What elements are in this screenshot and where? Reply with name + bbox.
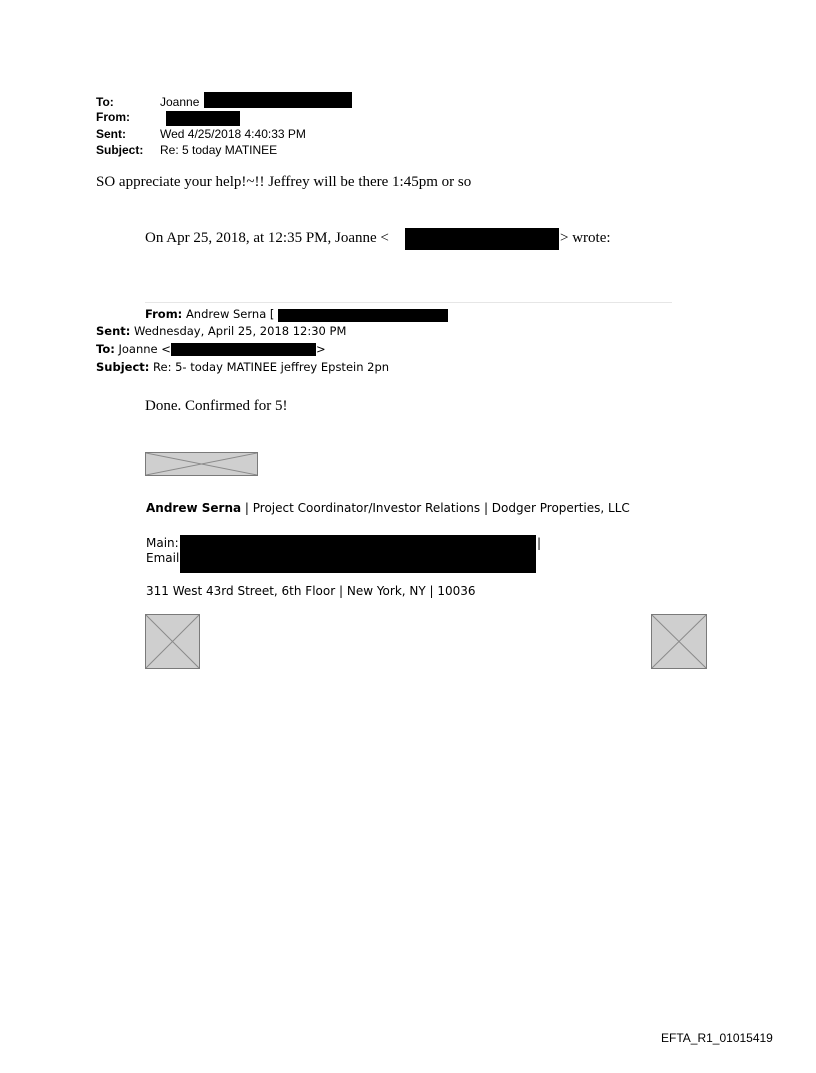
quoted-subject-value: Re: 5- today MATINEE jeffrey Epstein 2pn (153, 360, 390, 374)
redaction-quoted-to-email (171, 343, 316, 356)
signature-pipe: | (537, 536, 542, 550)
quoted-message: Done. Confirmed for 5! (145, 398, 288, 414)
signature-address: 311 West 43rd Street, 6th Floor | New York, NY | 10036 (146, 584, 476, 598)
signature-line (146, 501, 630, 515)
quoted-subject-line (96, 360, 389, 375)
quoted-from-line (145, 307, 274, 322)
quoted-from-label: From: (145, 307, 183, 321)
redaction-contact-info (180, 535, 536, 573)
quote-intro-prefix: On Apr 25, 2018, at 12:35 PM, Joanne < (145, 230, 389, 246)
quote-separator (145, 302, 672, 303)
header-sent-label: Sent: (96, 127, 126, 141)
quoted-sent-value: Wednesday, April 25, 2018 12:30 PM (134, 324, 347, 338)
broken-image-right (651, 614, 707, 669)
header-subject-value: Re: 5 today MATINEE (160, 143, 278, 157)
header-to-label: To: (96, 95, 114, 109)
signature-name: Andrew Serna (146, 501, 242, 515)
header-from-label: From: (96, 110, 130, 124)
quoted-from-value: Andrew Serna [ (185, 307, 275, 321)
quoted-sent-line (96, 324, 346, 339)
redaction-from-address (166, 111, 240, 126)
header-subject-label: Subject: (96, 143, 144, 157)
signature-email-label: Email (146, 551, 180, 565)
quoted-subject-label: Subject: (96, 360, 150, 374)
signature-main-label: Main: (146, 536, 179, 550)
redaction-quoted-from-email (278, 309, 448, 322)
header-to-value: Joanne (160, 95, 200, 109)
quote-intro-suffix: > wrote: (560, 230, 611, 246)
quoted-to-line (96, 342, 171, 357)
document-id: EFTA_R1_01015419 (661, 1031, 773, 1045)
broken-image-left (145, 614, 200, 669)
redaction-quote-email (405, 228, 559, 250)
redaction-to-address (204, 92, 352, 108)
quoted-to-value-prefix: Joanne < (118, 342, 171, 356)
broken-image-logo (145, 452, 258, 476)
reply-text: SO appreciate your help!~!! Jeffrey will be there 1:45pm or so (96, 174, 472, 190)
quoted-to-label: To: (96, 342, 115, 356)
quoted-to-value-suffix: > (316, 342, 326, 356)
signature-title: | Project Coordinator/Investor Relations | Dodger Properties, LLC (241, 501, 630, 515)
quoted-sent-label: Sent: (96, 324, 131, 338)
header-sent-value: Wed 4/25/2018 4:40:33 PM (160, 127, 306, 141)
